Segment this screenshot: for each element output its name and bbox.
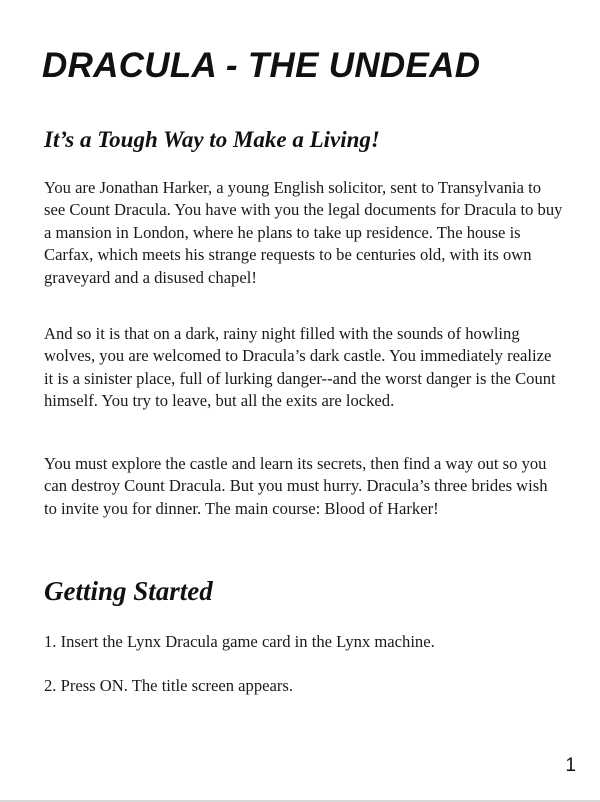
intro-paragraph-3: You must explore the castle and learn its secrets, then find a way out so you can destroy Count Dracula. But you must hurry. Dracula’s three brides wish to invite you for dinner. The main course: Blood of Harker! — [44, 454, 548, 518]
page-title: DRACULA - THE UNDEAD — [42, 46, 481, 85]
step-item-1: 1. Insert the Lynx Dracula game card in the Lynx machine. — [44, 632, 435, 651]
page-number — [0, 755, 576, 777]
step-item-2: 2. Press ON. The title screen appears. — [44, 676, 293, 695]
section-heading-getting-started: Getting Started — [44, 576, 213, 606]
intro-paragraph-2: And so it is that on a dark, rainy night filled with the sounds of howling wolves, you are welcomed to Dracula’s dark castle. You immediately realize it is a sinister place, full of lurking danger--and the worst danger is the Count himself. You try to leave, but all the exits are locked. — [44, 324, 556, 411]
intro-paragraph-1: You are Jonathan Harker, a young English solicitor, sent to Transylvania to see Count Dracula. You have with you the legal documents for Dracula to buy a mansion in London, where he plans to take up residence. The house is Carfax, which meets his strange requests to be centuries old, with its own graveyard and a disused chapel! — [44, 178, 563, 287]
page-number-text: 1 — [565, 755, 576, 776]
section-heading-intro: It’s a Tough Way to Make a Living! — [44, 127, 380, 152]
